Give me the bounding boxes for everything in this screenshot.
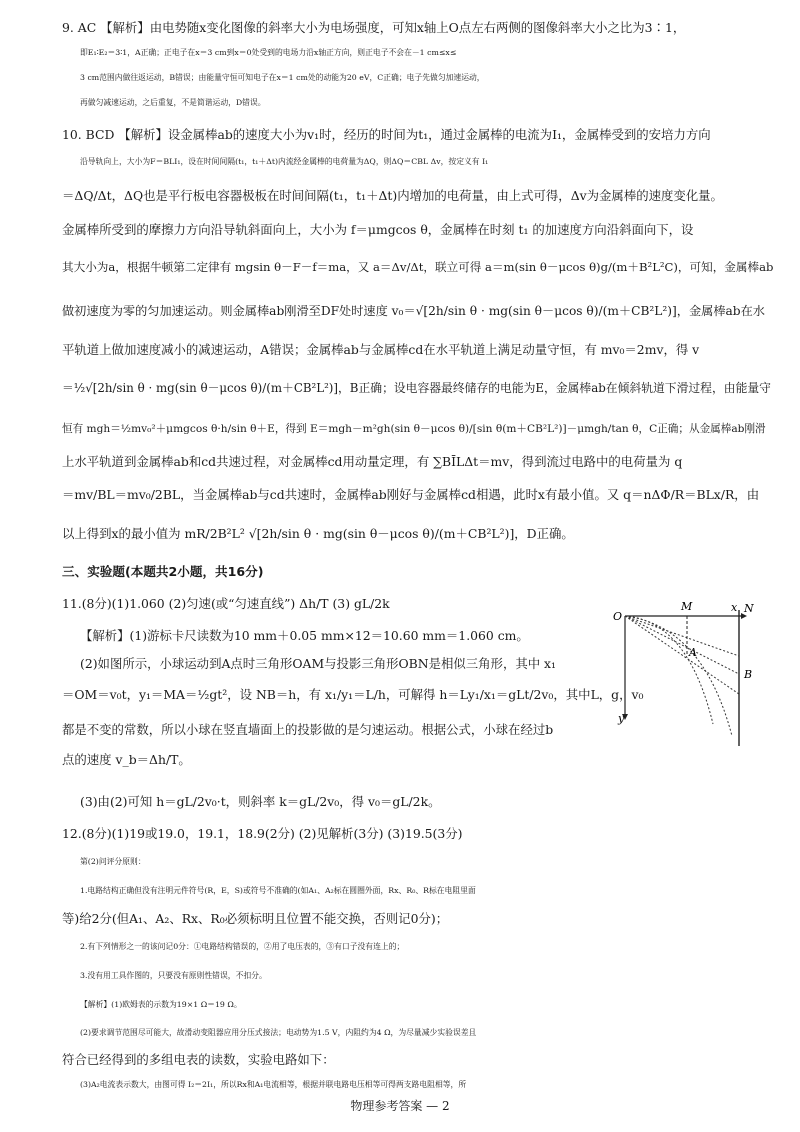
q10-line-12: 以上得到x的最小值为 mR/2B²L² √[2h/sin θ · mg(sin θ－μcos θ)/(m＋CB²L²)]，D正确。	[62, 526, 574, 541]
trajectory-curve	[625, 616, 732, 736]
label-B: B	[744, 668, 753, 681]
q12-line-2: 第(2)问评分原则：	[80, 857, 146, 866]
q11-line-5: 都是不变的常数，所以小球在竖直墙面上的投影做的是匀速运动。根据公式，小球在经过b	[62, 722, 554, 737]
q11-line-1: 11.(8分)(1)1.060 (2)匀速(或“匀速直线”) Δh/T (3) gL/2k	[62, 596, 390, 611]
q10-line-7: 平轨道上做加速度减小的减速运动，A错误；金属棒ab与金属棒cd在水平轨道上满足动量守恒，有 mv₀＝2mv，得 v	[62, 342, 700, 357]
q10-line-11: ＝mv/BL＝mv₀/2BL，当金属棒ab与cd共速时，金属棒ab刚好与金属棒cd相遇，此时x有最小值。又 q＝nΔΦ/R＝BLx/R，由	[62, 487, 760, 502]
label-x: x	[731, 601, 738, 614]
q10-line-8: ＝½√[2h/sin θ · mg(sin θ－μcos θ)/(m＋CB²L²)]，B正确；设电容器最终储存的电能为E，金属棒ab在倾斜轨道下滑过程，由能量守	[62, 381, 771, 395]
section-heading: 三、实验题(本题共2小题，共16分)	[62, 564, 264, 579]
q12-line-8: (2)要求调节范围尽可能大，故滑动变阻器应用分压式接法；电动势为1.5 V，内阻约为4 Ω，为尽量减少实验误差且	[80, 1028, 477, 1037]
q10-line-10: 上水平轨道到金属棒ab和cd共速过程，对金属棒cd用动量定理，有 ∑BĪLΔt＝mv，得到流过电路中的电荷量为 q	[62, 454, 683, 469]
label-y: y	[618, 712, 625, 725]
q9-line-1: 9. AC 【解析】由电势随x变化图像的斜率大小为电场强度，可知x轴上O点左右两侧的图像斜率大小之比为3∶1，	[62, 20, 686, 35]
q11-line-6: 点的速度 v_b＝Δh/T。	[62, 752, 191, 767]
q10-line-1: 10. BCD 【解析】设金属棒ab的速度大小为v₁时，经历的时间为t₁，通过金属棒的电流为I₁，金属棒受到的安培力方向	[62, 127, 711, 142]
q10-line-9: 恒有 mgh＝½mv₀²＋μmgcos θ·h/sin θ＋E，得到 E＝mgh－m²gh(sin θ－μcos θ)/[sin θ(m＋CB²L²)]－μmgh/tan θ，C正确；从金属棒ab刚滑	[62, 423, 766, 435]
q12-line-7: 【解析】(1)欧姆表的示数为19×1 Ω＝19 Ω。	[80, 1000, 242, 1009]
q9-line-2: 即E₁∶E₂＝3∶1，A正确；正电子在x＝3 cm到x＝0处受到的电场力沿x轴正方向，则正电子不会在－1 cm≤x≤	[80, 48, 457, 57]
q12-line-3: 1.电路结构正确但没有注明元件符号(R，E，S)或符号不准确的(如A₁、A₂标在圆圈外面，Rx、R₀、R标在电阻里面	[80, 886, 476, 895]
q12-line-4: 等)给2分(但A₁、A₂、Rx、R₀必须标明且位置不能交换，否则记0分)；	[62, 911, 449, 926]
page-footer: 物理参考答案 — 2	[350, 1099, 450, 1113]
label-M: M	[681, 600, 693, 613]
projection-ray-2	[625, 616, 739, 674]
q10-line-4: 金属棒所受到的摩擦力方向沿导轨斜面向上，大小为 f＝μmgcos θ，金属棒在时刻 t₁ 的加速度方向沿斜面向下，设	[62, 222, 694, 237]
q10-line-3: ＝ΔQ/Δt，ΔQ也是平行板电容器极板在时间间隔(t₁，t₁＋Δt)内增加的电荷量，由上式可得，Δv为金属棒的速度变化量。	[62, 188, 723, 203]
q10-line-2: 沿导轨向上，大小为F＝BLI₁，设在时间间隔(t₁，t₁＋Δt)内流经金属棒的电荷量为ΔQ，则ΔQ＝CBL Δv，按定义有 I₁	[80, 157, 489, 166]
label-A: A	[689, 646, 697, 659]
q10-line-6: 做初速度为零的匀加速运动。则金属棒ab刚滑至DF处时速度 v₀＝√[2h/sin θ · mg(sin θ－μcos θ)/(m＋CB²L²)]，金属棒ab在水	[62, 304, 765, 318]
q10-line-5: 其大小为a，根据牛顿第二定律有 mgsin θ－F－f＝ma，又 a＝Δv/Δt，联立可得 a＝m(sin θ－μcos θ)g/(m＋B²L²C)，可知，金属棒ab	[62, 260, 774, 274]
q9-line-3: 3 cm范围内做往返运动，B错误；由能量守恒可知电子在x＝1 cm处的动能为20 eV，C正确；电子先做匀加速运动，	[80, 73, 485, 82]
q11-line-4: ＝OM＝v₀t，y₁＝MA＝½gt²，设 NB＝h，有 x₁/y₁＝L/h，可解得 h＝Ly₁/x₁＝gLt/2v₀，其中L，g，v₀	[62, 687, 644, 702]
q12-line-10: (3)A₂电流表示数大，由图可得 I₂＝2I₁，所以Rx和A₁电流相等，根据并联电路电压相等可得两支路电阻相等，所	[80, 1080, 467, 1089]
projection-ray-3	[625, 616, 739, 694]
trajectory-curve-2	[625, 616, 713, 724]
q12-line-9: 符合已经得到的多组电表的读数，实验电路如下：	[62, 1052, 335, 1067]
projection-diagram	[608, 596, 768, 756]
q11-line-7: (3)由(2)可知 h＝gL/2v₀·t，则斜率 k＝gL/2v₀，得 v₀＝gL/2k。	[80, 794, 441, 809]
q12-line-1: 12.(8分)(1)19或19.0，19.1，18.9(2分) (2)见解析(3分) (3)19.5(3分)	[62, 826, 463, 841]
q11-line-2: 【解析】(1)游标卡尺读数为10 mm＋0.05 mm×12＝10.60 mm＝1.060 cm。	[80, 628, 529, 643]
label-N: N	[744, 602, 754, 615]
label-O: O	[613, 610, 623, 623]
q9-line-4: 再做匀减速运动，之后重复，不是简谐运动，D错误。	[80, 98, 266, 107]
q11-line-3: (2)如图所示，小球运动到A点时三角形OAM与投影三角形OBN是相似三角形，其中 x₁	[80, 656, 557, 671]
q12-line-6: 3.没有用工具作图的，只要没有原则性错误，不扣分。	[80, 971, 267, 980]
q12-line-5: 2.有下列情形之一的该问记0分：①电路结构错误的，②用了电压表的，③有口子没有连上的；	[80, 942, 405, 951]
